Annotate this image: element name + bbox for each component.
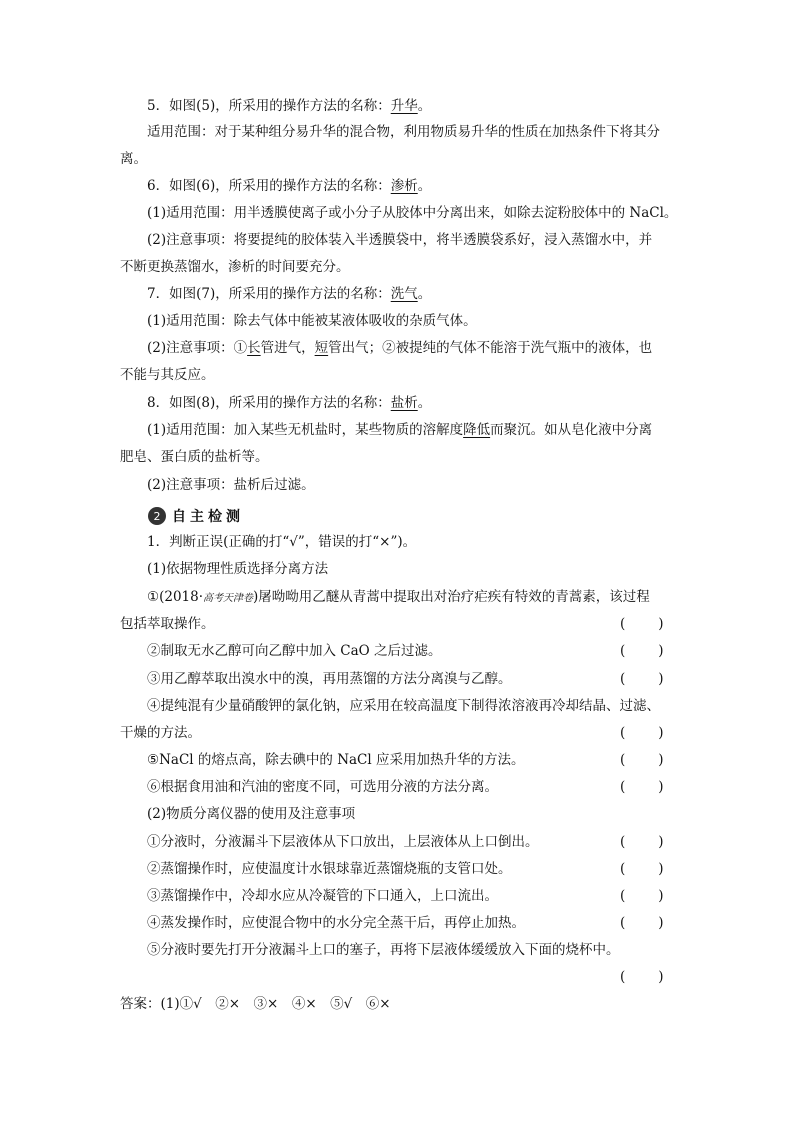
answer-blank[interactable]: ( ) [620, 834, 666, 850]
answer-blank[interactable]: ( ) [620, 779, 666, 795]
sec8-note: (2)注意事项：盐析后过滤。 [147, 477, 315, 493]
answer-blank[interactable]: ( ) [620, 861, 666, 877]
sec7-long: 长 [247, 340, 261, 356]
item-1-5: ⑤NaCl 的熔点高，除去碘中的 NaCl 应采用加热升华的方法。 [147, 752, 525, 768]
item-1-2: ②制取无水乙醇可向乙醇中加入 CaO 之后过滤。 [147, 643, 442, 659]
sec5-stem: 5．如图(5)，所采用的操作方法的名称：升华。 [147, 98, 432, 114]
sec6-note-cont: 不断更换蒸馏水，渗析的时间要充分。 [120, 259, 350, 275]
sec7-stem: 7．如图(7)，所采用的操作方法的名称：洗气。 [147, 286, 432, 302]
sec8-key: 降低 [463, 422, 491, 438]
item-1-3: ③用乙醇萃取出溴水中的溴，再用蒸馏的方法分离溴与乙醇。 [147, 671, 512, 687]
source-label: 高考天津卷 [203, 593, 254, 604]
answer-blank[interactable]: ( ) [620, 671, 666, 687]
answer-blank[interactable]: ( ) [620, 888, 666, 904]
sec6-scope: (1)适用范围：用半透膜使离子或小分子从胶体中分离出来，如除去淀粉胶体中的 NaCl。 [147, 205, 678, 221]
sec8-scope: (1)适用范围：加入某些无机盐时，某些物质的溶解度降低而聚沉。如从皂化液中分离 [147, 422, 653, 438]
item-1-6: ⑥根据食用油和汽油的密度不同，可选用分液的方法分离。 [147, 779, 498, 795]
item-2-3: ③蒸馏操作中，冷却水应从冷凝管的下口通入，上口流出。 [147, 888, 498, 904]
sec7-method: 洗气 [390, 286, 418, 302]
sec5-method: 升华 [390, 98, 418, 114]
sec5-scope: 适用范围：对于某种组分易升华的混合物，利用物质易升华的性质在加热条件下将其分 [147, 124, 660, 140]
answer-blank[interactable]: ( ) [620, 915, 666, 931]
sec5-scope-cont: 离。 [120, 151, 147, 167]
answer-blank[interactable]: ( ) [620, 969, 666, 985]
sec7-note: (2)注意事项：①长管进气，短管出气；②被提纯的气体不能溶于洗气瓶中的液体，也 [147, 340, 653, 356]
item-1-4: ④提纯混有少量硝酸钾的氯化钠，应采用在较高温度下制得浓溶液再冷却结晶、过滤、 [147, 698, 660, 714]
item-2-2: ②蒸馏操作时，应使温度计水银球靠近蒸馏烧瓶的支管口处。 [147, 861, 512, 877]
sec6-note: (2)注意事项：将要提纯的胶体装入半透膜袋中，将半透膜袋系好，浸入蒸馏水中，并 [147, 232, 653, 248]
selfcheck-heading [148, 506, 244, 526]
part2-title: (2)物质分离仪器的使用及注意事项 [147, 806, 356, 822]
section-number-icon: 2 [148, 507, 166, 525]
answer-key: 答案：(1)①√ ②× ③× ④× ⑤√ ⑥× [120, 996, 391, 1012]
sec7-note-cont: 不能与其反应。 [120, 367, 215, 383]
sec7-short: 短 [314, 340, 329, 356]
sec7-scope: (1)适用范围：除去气体中能被某液体吸收的杂质气体。 [147, 313, 477, 329]
item-1-1: ①(2018·高考天津卷)屠呦呦用乙醚从青蒿中提取出对治疗疟疾有特效的青蒿素，该过程 [147, 589, 650, 605]
selfcheck-title: 自主检测 [172, 509, 244, 525]
item-2-1: ①分液时，分液漏斗下层液体从下口放出，上层液体从上口倒出。 [147, 834, 539, 850]
sec6-stem: 6．如图(6)，所采用的操作方法的名称：渗析。 [147, 178, 432, 194]
part1-title: (1)依据物理性质选择分离方法 [147, 561, 329, 577]
item-1-1-cont: 包括萃取操作。 [120, 616, 215, 632]
item-1-4-cont: 干燥的方法。 [120, 725, 201, 741]
sec8-scope-cont: 肥皂、蛋白质的盐析等。 [120, 449, 269, 465]
answer-blank[interactable]: ( ) [620, 643, 666, 659]
answer-blank[interactable]: ( ) [620, 725, 666, 741]
sec6-method: 渗析 [390, 178, 418, 194]
answer-blank[interactable]: ( ) [620, 616, 666, 632]
sec8-method: 盐析 [390, 395, 418, 411]
sec8-stem: 8．如图(8)，所采用的操作方法的名称：盐析。 [147, 395, 432, 411]
question-1: 1．判断正误(正确的打“√”，错误的打“×”)。 [147, 534, 417, 550]
item-2-4: ④蒸发操作时，应使混合物中的水分完全蒸干后，再停止加热。 [147, 915, 525, 931]
item-2-5: ⑤分液时要先打开分液漏斗上口的塞子，再将下层液体缓缓放入下面的烧杯中。 [147, 942, 620, 958]
answer-blank[interactable]: ( ) [620, 752, 666, 768]
